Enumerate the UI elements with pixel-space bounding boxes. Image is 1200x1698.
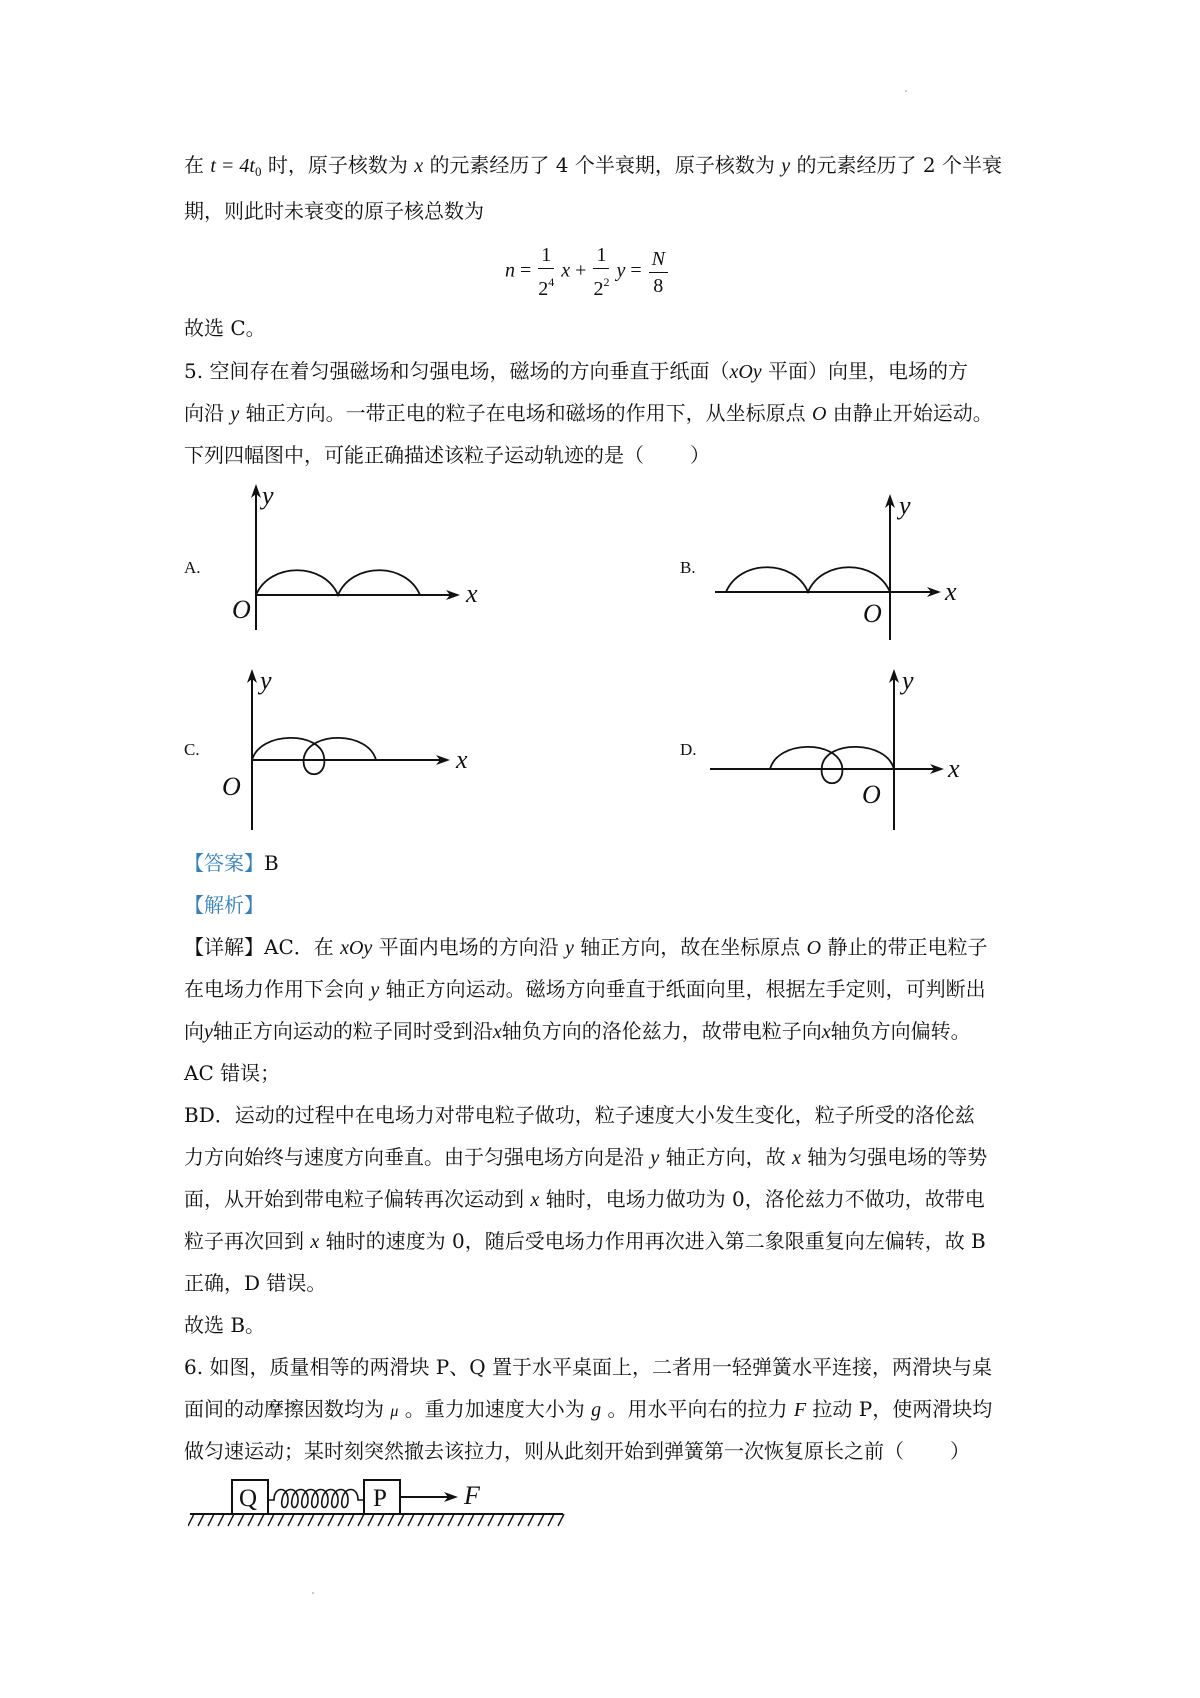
math-y: y: [781, 155, 791, 177]
ground-hatch: [188, 1514, 564, 1526]
question-6-line-1: 6. 如图，质量相等的两滑块 P、Q 置于水平桌面上，二者用一轻弹簧水平连接，两滑块与桌: [184, 1355, 993, 1379]
fraction-3: $\frac{N}{8}$: [649, 246, 668, 299]
math-x: x: [414, 155, 424, 177]
graph-option-a: [220, 480, 500, 640]
option-c-label: C.: [184, 740, 200, 759]
block-q-label: Q: [239, 1485, 258, 1512]
origin-label: O: [222, 772, 241, 801]
scan-dot-bottom: [312, 1592, 314, 1594]
fraction-2: $\frac{1}{2^2}$: [593, 244, 610, 300]
graph-option-d: [710, 665, 970, 835]
axis-label-x: x: [456, 745, 468, 774]
math-t-eq: $t = 4t_0$: [210, 155, 262, 179]
text-line-1: [184, 150, 1002, 187]
fraction-1: $\frac{1}{2^4}$: [538, 244, 555, 300]
question-5-line-3: 下列四幅图中，可能正确描述该粒子运动轨迹的是（ ）: [184, 443, 710, 467]
origin-label: O: [232, 595, 251, 624]
detail-line-3: 向y轴正方向运动的粒子同时受到沿x轴负方向的洛伦兹力，故带电粒子向x轴负方向偏转。: [184, 1019, 971, 1043]
text-line-4: 故选 C。: [184, 316, 266, 340]
block-p-label: P: [373, 1485, 387, 1512]
axis-label-y: y: [260, 666, 272, 695]
detail-line-2: 在电场力作用下会向 y 轴正方向运动。磁场方向垂直于纸面向里，根据左手定则，可判断出: [184, 977, 986, 1001]
force-label: F: [464, 1481, 480, 1510]
detail-line-10: 故选 B。: [184, 1313, 266, 1337]
axis-label-y: y: [902, 666, 914, 695]
detail-line-9: 正确，D 错误。: [184, 1271, 327, 1295]
option-b-label: B.: [680, 558, 696, 577]
axis-label-x: x: [945, 577, 957, 606]
scan-dot-top: [905, 90, 907, 92]
text-line-2: 期，则此时未衰变的原子核总数为: [184, 199, 484, 223]
analysis-line: [184, 890, 264, 920]
answer-value: B: [264, 851, 279, 875]
origin-label: O: [863, 599, 882, 628]
answer-line: [184, 848, 279, 878]
detail-line-4: AC 错误；: [184, 1061, 281, 1085]
spring-block-diagram: [188, 1470, 568, 1542]
detail-line-6: 力方向始终与速度方向垂直。由于匀强电场方向是沿 y 轴正方向，故 x 轴为匀强电场的等势: [184, 1145, 988, 1169]
analysis-tag: 【解析】: [184, 893, 264, 917]
graph-option-b: [715, 490, 975, 650]
detail-line-1: 【详解】AC．在 xOy 平面内电场的方向沿 y 轴正方向，故在坐标原点 O 静止的带正电粒子: [184, 935, 988, 959]
question-5-line-2: 向沿 y 轴正方向。一带正电的粒子在电场和磁场的作用下，从坐标原点 O 由静止开始运动。: [184, 401, 993, 425]
text: 的元素经历了 2 个半衰: [796, 153, 1002, 177]
detail-line-5: BD．运动的过程中在电场力对带电粒子做功，粒子速度大小发生变化，粒子所受的洛伦兹: [184, 1103, 975, 1127]
detail-line-7: 面，从开始到带电粒子偏转再次运动到 x 轴时，电场力做功为 0，洛伦兹力不做功，故带电: [184, 1187, 985, 1211]
question-6-line-3: 做匀速运动；某时刻突然撤去该拉力，则从此刻开始到弹簧第一次恢复原长之前（ ）: [184, 1439, 970, 1463]
detail-line-8: 粒子再次回到 x 轴时的速度为 0，随后受电场力作用再次进入第二象限重复向左偏转，故 B: [184, 1229, 986, 1253]
option-a-label: A.: [184, 558, 201, 577]
axis-label-x: x: [466, 579, 478, 608]
question-5-line-1: 5. 空间存在着匀强磁场和匀强电场，磁场的方向垂直于纸面（xOy 平面）向里，电场的方: [184, 359, 969, 383]
decay-formula: n = $\frac{1}{2^4}$ x + $\frac{1}{2^2}$ y = $\frac{N}{8}$: [505, 242, 670, 302]
text: 在: [184, 153, 204, 177]
axis-label-y: y: [262, 481, 274, 510]
text: 时，原子核数为: [267, 153, 408, 177]
answer-tag: 【答案】: [184, 851, 264, 875]
spring: [268, 1490, 364, 1508]
graph-option-c: [218, 665, 498, 835]
origin-label: O: [862, 780, 881, 809]
question-6-line-2: 面间的动摩擦因数均为 μ 。重力加速度大小为 g 。用水平向右的拉力 F 拉动 P，使两滑块均: [184, 1397, 993, 1421]
axis-label-y: y: [899, 491, 911, 520]
axis-label-x: x: [948, 754, 960, 783]
text: 的元素经历了 4 个半衰期，原子核数为: [429, 153, 775, 177]
option-d-label: D.: [680, 740, 697, 759]
